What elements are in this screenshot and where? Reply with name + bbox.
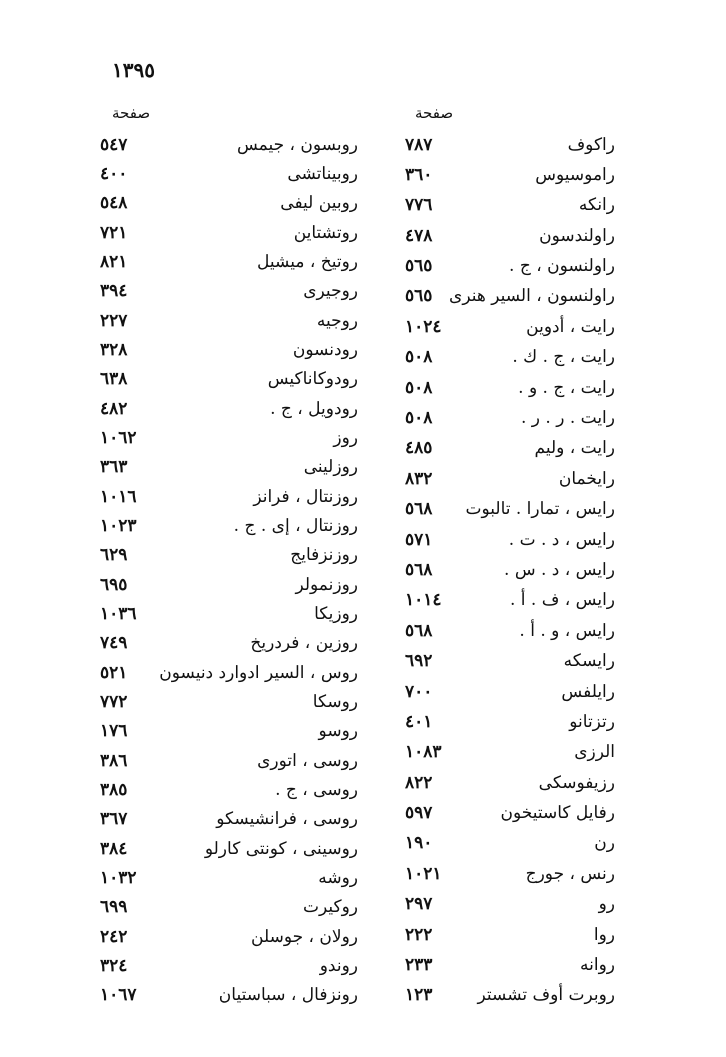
index-entry	[100, 277, 358, 306]
left-column-header: صفحة	[112, 104, 151, 122]
entry-name: روزنتال ، فرانز	[253, 486, 358, 507]
index-entry	[405, 981, 615, 1010]
entry-page-number: ٣٨٤	[100, 838, 128, 859]
entry-page-number: ٣٦٣	[100, 457, 128, 478]
entry-page-number: ٨٣٢	[405, 468, 433, 489]
entry-name: رايت ، ج . ك .	[512, 347, 615, 368]
index-entry	[405, 677, 615, 706]
entry-page-number: ٢٩٧	[405, 894, 433, 915]
entry-name: روشه	[318, 868, 358, 889]
entry-page-number: ٧٧٢	[100, 692, 128, 713]
index-entry	[405, 525, 615, 554]
entry-page-number: ٦٩٩	[100, 897, 128, 918]
entry-name: رايس ، تمارا . تالبوت	[465, 499, 615, 520]
entry-page-number: ٦٢٩	[100, 545, 128, 566]
entry-page-number: ٧٤٩	[100, 633, 128, 654]
index-entry	[100, 306, 358, 335]
entry-page-number: ٣٦٠	[405, 164, 433, 185]
index-entry	[405, 312, 615, 341]
entry-name: رايخمان	[558, 468, 615, 489]
entry-name: روزيكا	[314, 604, 358, 624]
index-entry	[405, 707, 615, 736]
entry-name: روسى ، ج .	[275, 780, 358, 801]
entry-name: روزنتال ، إى . ج .	[233, 515, 358, 536]
entry-name: رايس ، و . أ .	[519, 620, 615, 641]
index-entry	[100, 981, 358, 1010]
index-entry	[405, 373, 615, 402]
entry-name: رانكه	[578, 195, 615, 216]
index-entry	[100, 394, 358, 423]
entry-name: روتشتاين	[293, 222, 358, 243]
entry-name: رايس ، د . ت .	[508, 529, 615, 550]
entry-name: رايت . ر . ر .	[520, 408, 615, 429]
entry-name: روسينى ، كونتى كارلو	[204, 838, 358, 859]
entry-page-number: ٥٦٨	[405, 620, 433, 641]
entry-page-number: ٣٢٨	[100, 339, 128, 360]
entry-page-number: ١٠١٦	[100, 486, 137, 507]
index-entry	[100, 247, 358, 276]
entry-page-number: ٥٦٨	[405, 499, 433, 520]
entry-page-number: ٧٢١	[100, 222, 128, 243]
index-entry	[405, 647, 615, 676]
entry-page-number: ٤٨٢	[100, 398, 128, 419]
entry-page-number: ٦٩٥	[100, 574, 128, 595]
entry-name: روكيرت	[302, 897, 358, 918]
entry-name: روبرت أوف تشستر	[477, 985, 615, 1006]
index-entry	[100, 776, 358, 805]
entry-name: رولان ، جوسلن	[251, 926, 358, 947]
entry-name: رنس ، جورج	[525, 863, 615, 884]
entry-page-number: ٣٦٧	[100, 809, 128, 830]
entry-name: روا	[593, 924, 615, 945]
entry-name: روجيه	[316, 310, 358, 331]
entry-page-number: ٦٣٨	[100, 369, 128, 390]
entry-name: رايلفس	[561, 681, 615, 702]
index-entry	[405, 434, 615, 463]
entry-page-number: ٤٨٥	[405, 438, 433, 459]
entry-name: روزنمولر	[295, 574, 358, 595]
entry-page-number: ٨٢٢	[405, 772, 433, 793]
index-entry	[405, 799, 615, 828]
entry-page-number: ١٠٣٦	[100, 604, 137, 624]
entry-page-number: ٧٧٦	[405, 195, 433, 216]
entry-page-number: ٥٩٧	[405, 803, 433, 824]
index-entry	[100, 423, 358, 452]
entry-page-number: ١٠٦٧	[100, 985, 137, 1006]
index-entry	[100, 218, 358, 247]
entry-page-number: ٦٩٢	[405, 651, 433, 672]
entry-page-number: ٥٧١	[405, 529, 433, 550]
entry-name: رزيفوسكى	[538, 772, 615, 793]
index-entry	[100, 746, 358, 775]
entry-name: روبسون ، جيمس	[236, 134, 358, 155]
entry-name: روسى ، فرانشيسكو	[216, 809, 358, 830]
index-entry	[405, 404, 615, 433]
entry-page-number: ٥٠٨	[405, 377, 433, 398]
index-entry	[405, 768, 615, 797]
right-index-column	[405, 130, 615, 1010]
entry-page-number: ٢٣٣	[405, 955, 433, 976]
index-entry	[405, 221, 615, 250]
entry-name: الرزى	[574, 742, 615, 763]
index-entry	[405, 191, 615, 220]
entry-page-number: ٥٤٧	[100, 134, 128, 155]
index-entry	[100, 922, 358, 951]
index-entry	[100, 159, 358, 188]
entry-page-number: ١٢٣	[405, 985, 433, 1006]
entry-page-number: ٣٨٦	[100, 750, 128, 771]
index-entry	[405, 555, 615, 584]
entry-name: رايت ، ج . و .	[518, 377, 615, 398]
index-entry	[100, 511, 358, 540]
index-entry	[405, 343, 615, 372]
index-entry	[405, 160, 615, 189]
entry-name: راولنسون ، السير هنرى	[449, 286, 615, 307]
entry-name: روسو	[318, 721, 358, 742]
entry-page-number: ٢٢٢	[405, 924, 433, 945]
entry-name: راولنسون ، ج .	[509, 256, 615, 277]
index-entry	[405, 586, 615, 615]
entry-page-number: ٥٠٨	[405, 347, 433, 368]
page-number: ١٣٩٥	[112, 58, 155, 82]
index-entry	[100, 658, 358, 687]
index-entry	[100, 600, 358, 629]
index-entry	[405, 464, 615, 493]
entry-name: رفايل كاستيخون	[500, 803, 615, 824]
entry-name: روزلينى	[303, 457, 358, 478]
entry-name: روسكا	[312, 692, 358, 713]
entry-page-number: ٢٢٧	[100, 310, 128, 331]
entry-name: روس ، السير ادوارد دنيسون	[159, 662, 358, 683]
entry-page-number: ٧٨٧	[405, 134, 433, 155]
entry-page-number: ١٠٢٤	[405, 316, 442, 337]
index-entry	[405, 920, 615, 949]
index-entry	[100, 541, 358, 570]
index-entry	[100, 570, 358, 599]
entry-name: رايت ، أدوين	[526, 316, 615, 337]
entry-name: روانه	[580, 955, 615, 976]
entry-page-number: ١٠٦٢	[100, 427, 137, 448]
entry-page-number: ٤٠٠	[100, 163, 128, 184]
entry-name: رتزتانو	[569, 711, 615, 732]
index-entry	[100, 717, 358, 746]
entry-page-number: ١٠٣٢	[100, 868, 137, 889]
left-index-column	[100, 130, 358, 1010]
index-entry	[100, 365, 358, 394]
entry-name: روندو	[319, 956, 358, 977]
entry-page-number: ٣٢٤	[100, 956, 128, 977]
entry-page-number: ٥٤٨	[100, 193, 128, 214]
index-entry	[405, 890, 615, 919]
entry-name: روتيخ ، ميشيل	[257, 251, 358, 272]
entry-page-number: ٥٦٨	[405, 559, 433, 580]
entry-page-number: ٤٠١	[405, 711, 433, 732]
entry-page-number: ١٠١٤	[405, 590, 442, 611]
index-entry	[100, 189, 358, 218]
entry-name: راولندسون	[539, 225, 615, 246]
index-entry	[405, 282, 615, 311]
entry-page-number: ٥٦٥	[405, 286, 433, 307]
index-entry	[100, 688, 358, 717]
entry-page-number: ٥٠٨	[405, 408, 433, 429]
entry-page-number: ١٠٨٣	[405, 742, 442, 763]
index-entry	[405, 252, 615, 281]
entry-name: رودوكاناكيس	[267, 369, 358, 390]
index-entry	[100, 834, 358, 863]
entry-page-number: ٧٠٠	[405, 681, 433, 702]
index-entry	[100, 335, 358, 364]
entry-name: روز	[333, 427, 358, 448]
index-entry	[405, 829, 615, 858]
entry-name: روسى ، اتورى	[257, 750, 358, 771]
entry-name: رن	[594, 833, 615, 854]
index-entry	[100, 952, 358, 981]
entry-name: روبيناتشى	[287, 163, 358, 184]
entry-page-number: ٤٧٨	[405, 225, 433, 246]
entry-name: راكوف	[567, 134, 615, 155]
entry-name: رونزفال ، سباستيان	[218, 985, 358, 1006]
index-entry	[405, 130, 615, 159]
entry-page-number: ١٧٦	[100, 721, 128, 742]
entry-name: رايت ، وليم	[534, 438, 615, 459]
entry-page-number: ١٠٢٣	[100, 515, 137, 536]
entry-page-number: ٥٦٥	[405, 256, 433, 277]
entry-page-number: ٨٢١	[100, 251, 128, 272]
index-entry	[100, 629, 358, 658]
index-entry	[100, 482, 358, 511]
entry-name: روجيرى	[303, 281, 358, 302]
entry-name: رايس ، د . س .	[504, 559, 615, 580]
index-entry	[100, 805, 358, 834]
index-entry	[100, 130, 358, 159]
right-column-header: صفحة	[415, 104, 454, 122]
index-entry	[100, 893, 358, 922]
entry-name: رايس ، ف . أ .	[510, 590, 615, 611]
index-entry	[100, 864, 358, 893]
entry-page-number: ١٠٢١	[405, 863, 442, 884]
entry-page-number: ٣٩٤	[100, 281, 128, 302]
entry-page-number: ٢٤٢	[100, 926, 128, 947]
entry-page-number: ١٩٠	[405, 833, 433, 854]
index-entry	[405, 951, 615, 980]
index-entry	[405, 616, 615, 645]
entry-name: رودنسون	[292, 339, 358, 360]
entry-page-number: ٥٢١	[100, 662, 128, 683]
entry-name: روزين ، فردريخ	[250, 633, 358, 654]
entry-page-number: ٣٨٥	[100, 780, 128, 801]
entry-name: رو	[598, 894, 615, 915]
entry-name: روزنزفايج	[290, 545, 358, 566]
index-entry	[405, 738, 615, 767]
entry-name: رودويل ، ج .	[270, 398, 358, 419]
index-entry	[100, 453, 358, 482]
index-entry	[405, 495, 615, 524]
entry-name: رايسكه	[563, 651, 615, 672]
entry-name: راموسيوس	[535, 164, 615, 185]
entry-name: روبين ليفى	[280, 193, 358, 214]
index-entry	[405, 859, 615, 888]
